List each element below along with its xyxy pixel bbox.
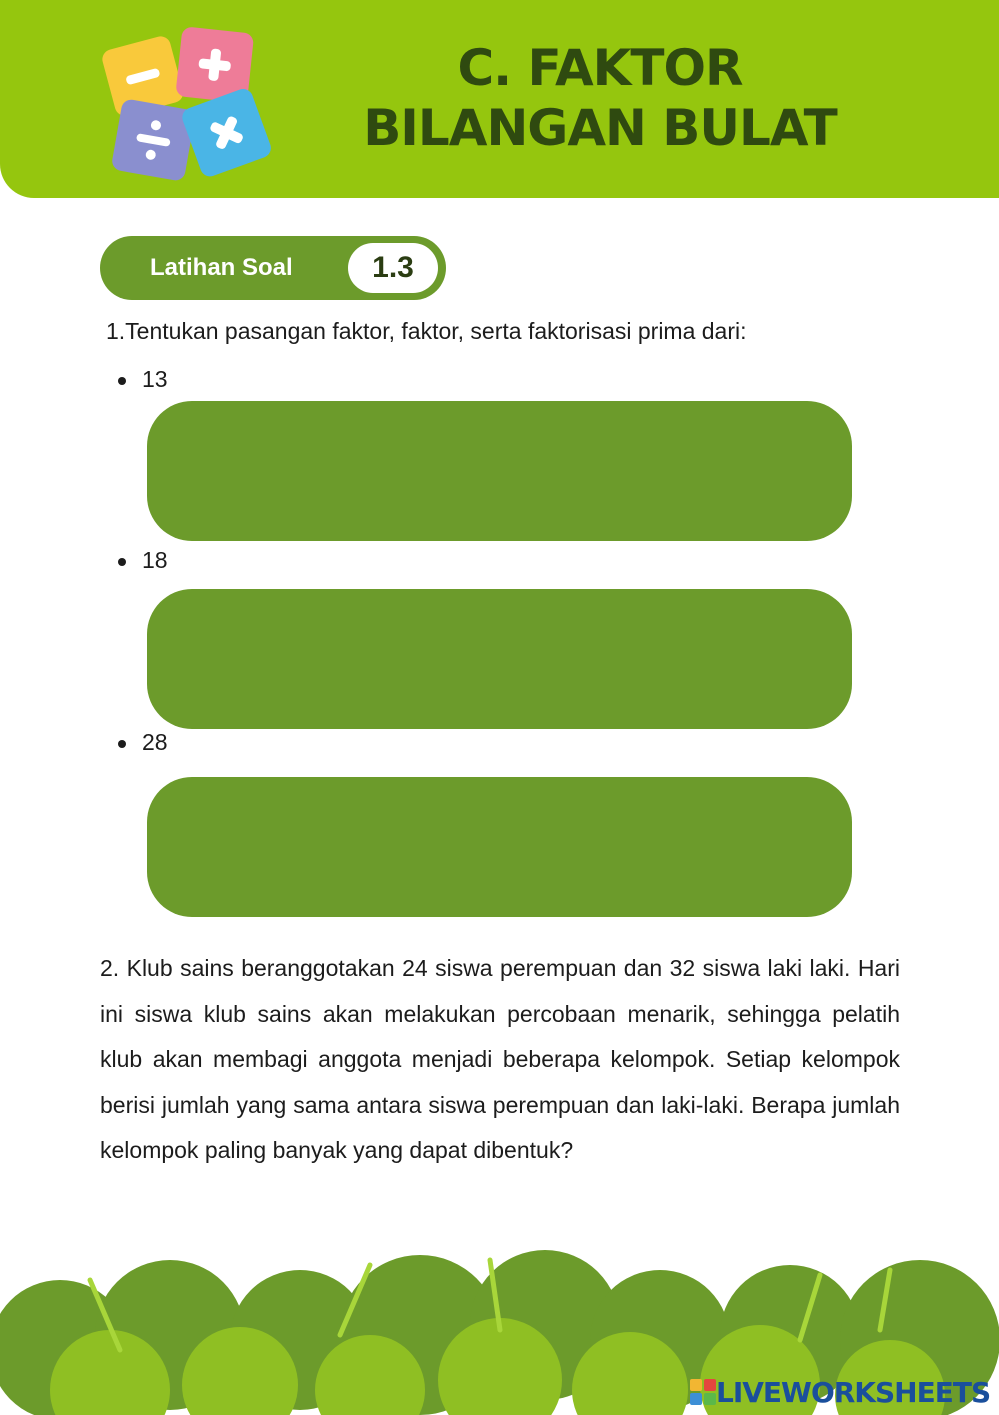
list-item	[118, 547, 168, 574]
exercise-badge	[100, 236, 446, 300]
question-2-text: 2. Klub sains beranggotakan 24 siswa perempuan dan 32 siswa laki laki. Hari ini siswa klub sains akan melakukan percobaan menarik, sehingga pelatih klub akan membagi anggota menjadi beberapa kelompok. Setiap kelompok berisi jumlah yang sama antara siswa perempuan dan laki-laki. Berapa jumlah kelompok paling banyak yang dapat dibentuk?	[100, 955, 900, 1163]
bullet-icon	[118, 377, 126, 385]
list-item	[118, 366, 168, 393]
answer-box-2[interactable]	[147, 589, 852, 729]
list-item-value: 28	[142, 729, 168, 755]
list-item-value: 18	[142, 547, 168, 573]
answer-box-3[interactable]	[147, 777, 852, 917]
watermark-text: LIVEWORKSHEETS	[716, 1375, 991, 1409]
answer-box-1[interactable]	[147, 401, 852, 541]
page-title	[300, 38, 900, 158]
list-item-value: 13	[142, 366, 168, 392]
title-line-2: BILANGAN BULAT	[363, 99, 837, 157]
bullet-icon	[118, 740, 126, 748]
title-line-1: C. FAKTOR	[457, 39, 743, 97]
list-item	[118, 729, 168, 756]
exercise-badge-number: 1.3	[348, 243, 438, 293]
math-operators-icon	[98, 22, 273, 182]
question-1-prompt: 1.Tentukan pasangan faktor, faktor, serta faktorisasi prima dari:	[106, 318, 747, 344]
exercise-badge-label: Latihan Soal	[150, 254, 293, 281]
bullet-icon	[118, 558, 126, 566]
liveworksheets-watermark	[690, 1372, 990, 1412]
liveworksheets-logo-icon	[690, 1379, 716, 1405]
